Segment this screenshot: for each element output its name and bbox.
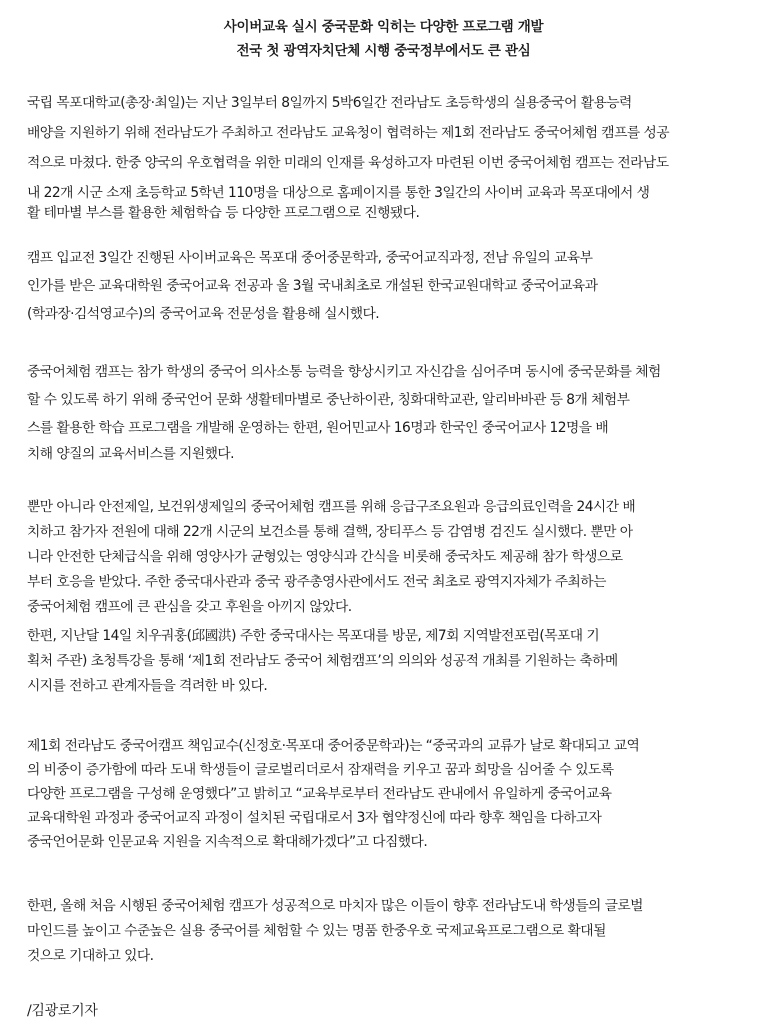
paragraph-line: 부터 호응을 받았다. 주한 중국대사관과 중국 광주총영사관에서도 전국 최초로 광역지자체가 주최하는 <box>27 574 606 590</box>
paragraph-line: 한편, 올해 처음 시행된 중국어체험 캠프가 성공적으로 마치자 많은 이들이 향후 전라남도내 학생들의 글로벌 <box>27 898 643 914</box>
paragraph-line: 할 수 있도록 하기 위해 중국언어 문화 생활테마별로 중난하이관, 칭화대학교관, 알리바바관 등 8개 체험부 <box>27 392 630 408</box>
paragraph-line: (학과장·김석영교수)의 중국어교육 전문성을 활용해 실시했다. <box>27 306 380 322</box>
paragraph-line: 제1회 전라남도 중국어캠프 책임교수(신정호·목포대 중어중문학과)는 “중국과의 교류가 날로 확대되고 교역 <box>27 738 640 754</box>
paragraph-line: 다양한 프로그램을 구성해 운영했다”고 밝히고 “교육부로부터 전라남도 관내에서 유일하게 중국어교육 <box>27 786 612 802</box>
paragraph-line: 것으로 기대하고 있다. <box>27 948 154 964</box>
paragraph-line: 중국어체험 캠프에 큰 관심을 갖고 후원을 아끼지 않았다. <box>27 599 352 615</box>
paragraph-line: 캠프 입교전 3일간 진행된 사이버교육은 목포대 중어중문학과, 중국어교직과정, 전남 유일의 교육부 <box>27 250 593 266</box>
paragraph-line: 획처 주관) 초청특강을 통해 ‘제1회 전라남도 중국어 체험캠프’의 의의와 성공적 개최를 기원하는 축하메 <box>27 653 618 669</box>
paragraph-line: 의 비중이 증가함에 따라 도내 학생들이 글로벌리더로서 잠재력을 키우고 꿈과 희망을 심어줄 수 있도록 <box>27 762 614 778</box>
paragraph-line: 국립 목포대학교(총장·최일)는 지난 3일부터 8일까지 5박6일간 전라남도 초등학생의 실용중국어 활용능력 <box>27 95 632 111</box>
paragraph-line: 뿐만 아니라 안전제일, 보건위생제일의 중국어체험 캠프를 위해 응급구조요원과 응급의료인력을 24시간 배 <box>27 499 636 515</box>
paragraph-line: 배양을 지원하기 위해 전라남도가 주최하고 전라남도 교육청이 협력하는 제1회 전라남도 중국어체험 캠프를 성공 <box>27 125 670 141</box>
paragraph-line: 마인드를 높이고 수준높은 실용 중국어를 체험할 수 있는 명품 한중우호 국제교육프로그램으로 확대될 <box>27 923 606 939</box>
paragraph-line: 내 22개 시군 소재 초등학교 5학년 110명을 대상으로 홈페이지를 통한 3일간의 사이버 교육과 목포대에서 생 <box>27 185 650 201</box>
paragraph-line: 활 테마별 부스를 활용한 체험학습 등 다양한 프로그램으로 진행됐다. <box>27 205 420 221</box>
paragraph-line: 치하고 참가자 전원에 대해 22개 시군의 보건소를 통해 결핵, 장티푸스 등 감염병 검진도 실시했다. 뿐만 아 <box>27 524 633 540</box>
subheadline: 전국 첫 광역자치단체 시행 중국정부에서도 큰 관심 <box>236 43 531 59</box>
paragraph-line: 중국언어문화 인문교육 지원을 지속적으로 확대해가겠다”고 다짐했다. <box>27 834 428 850</box>
paragraph-line: 적으로 마쳤다. 한중 양국의 우호협력을 위한 미래의 인재를 육성하고자 마련된 이번 중국어체험 캠프는 전라남도 <box>27 155 669 171</box>
paragraph-line: 스를 활용한 학습 프로그램을 개발해 운영하는 한편, 원어민교사 16명과 한국인 중국어교사 12명을 배 <box>27 420 609 436</box>
paragraph-line: 교육대학원 과정과 중국어교직 과정이 설치된 국립대로서 3자 협약정신에 따라 향후 책임을 다하고자 <box>27 810 602 826</box>
paragraph-line: 인가를 받은 교육대학원 중국어교육 전공과 올 3월 국내최초로 개설된 한국교원대학교 중국어교육과 <box>27 278 598 294</box>
paragraph-line: 중국어체험 캠프는 참가 학생의 중국어 의사소통 능력을 향상시키고 자신감을 심어주며 동시에 중국문화를 체험 <box>27 364 661 380</box>
paragraph-line: 치해 양질의 교육서비스를 지원했다. <box>27 446 235 462</box>
headline: 사이버교육 실시 중국문화 익히는 다양한 프로그램 개발 <box>223 19 544 35</box>
paragraph-line: 시지를 전하고 관계자들을 격려한 바 있다. <box>27 678 268 694</box>
reporter-byline: /김광로기자 <box>27 1003 98 1019</box>
paragraph-line: 한편, 지난달 14일 치우궈훙(邱國洪) 주한 중국대사는 목포대를 방문, 제7회 지역발전포럼(목포대 기 <box>27 628 600 644</box>
paragraph-line: 니라 안전한 단체급식을 위해 영양사가 균형있는 영양식과 간식을 비롯해 중국차도 제공해 참가 학생으로 <box>27 549 623 565</box>
